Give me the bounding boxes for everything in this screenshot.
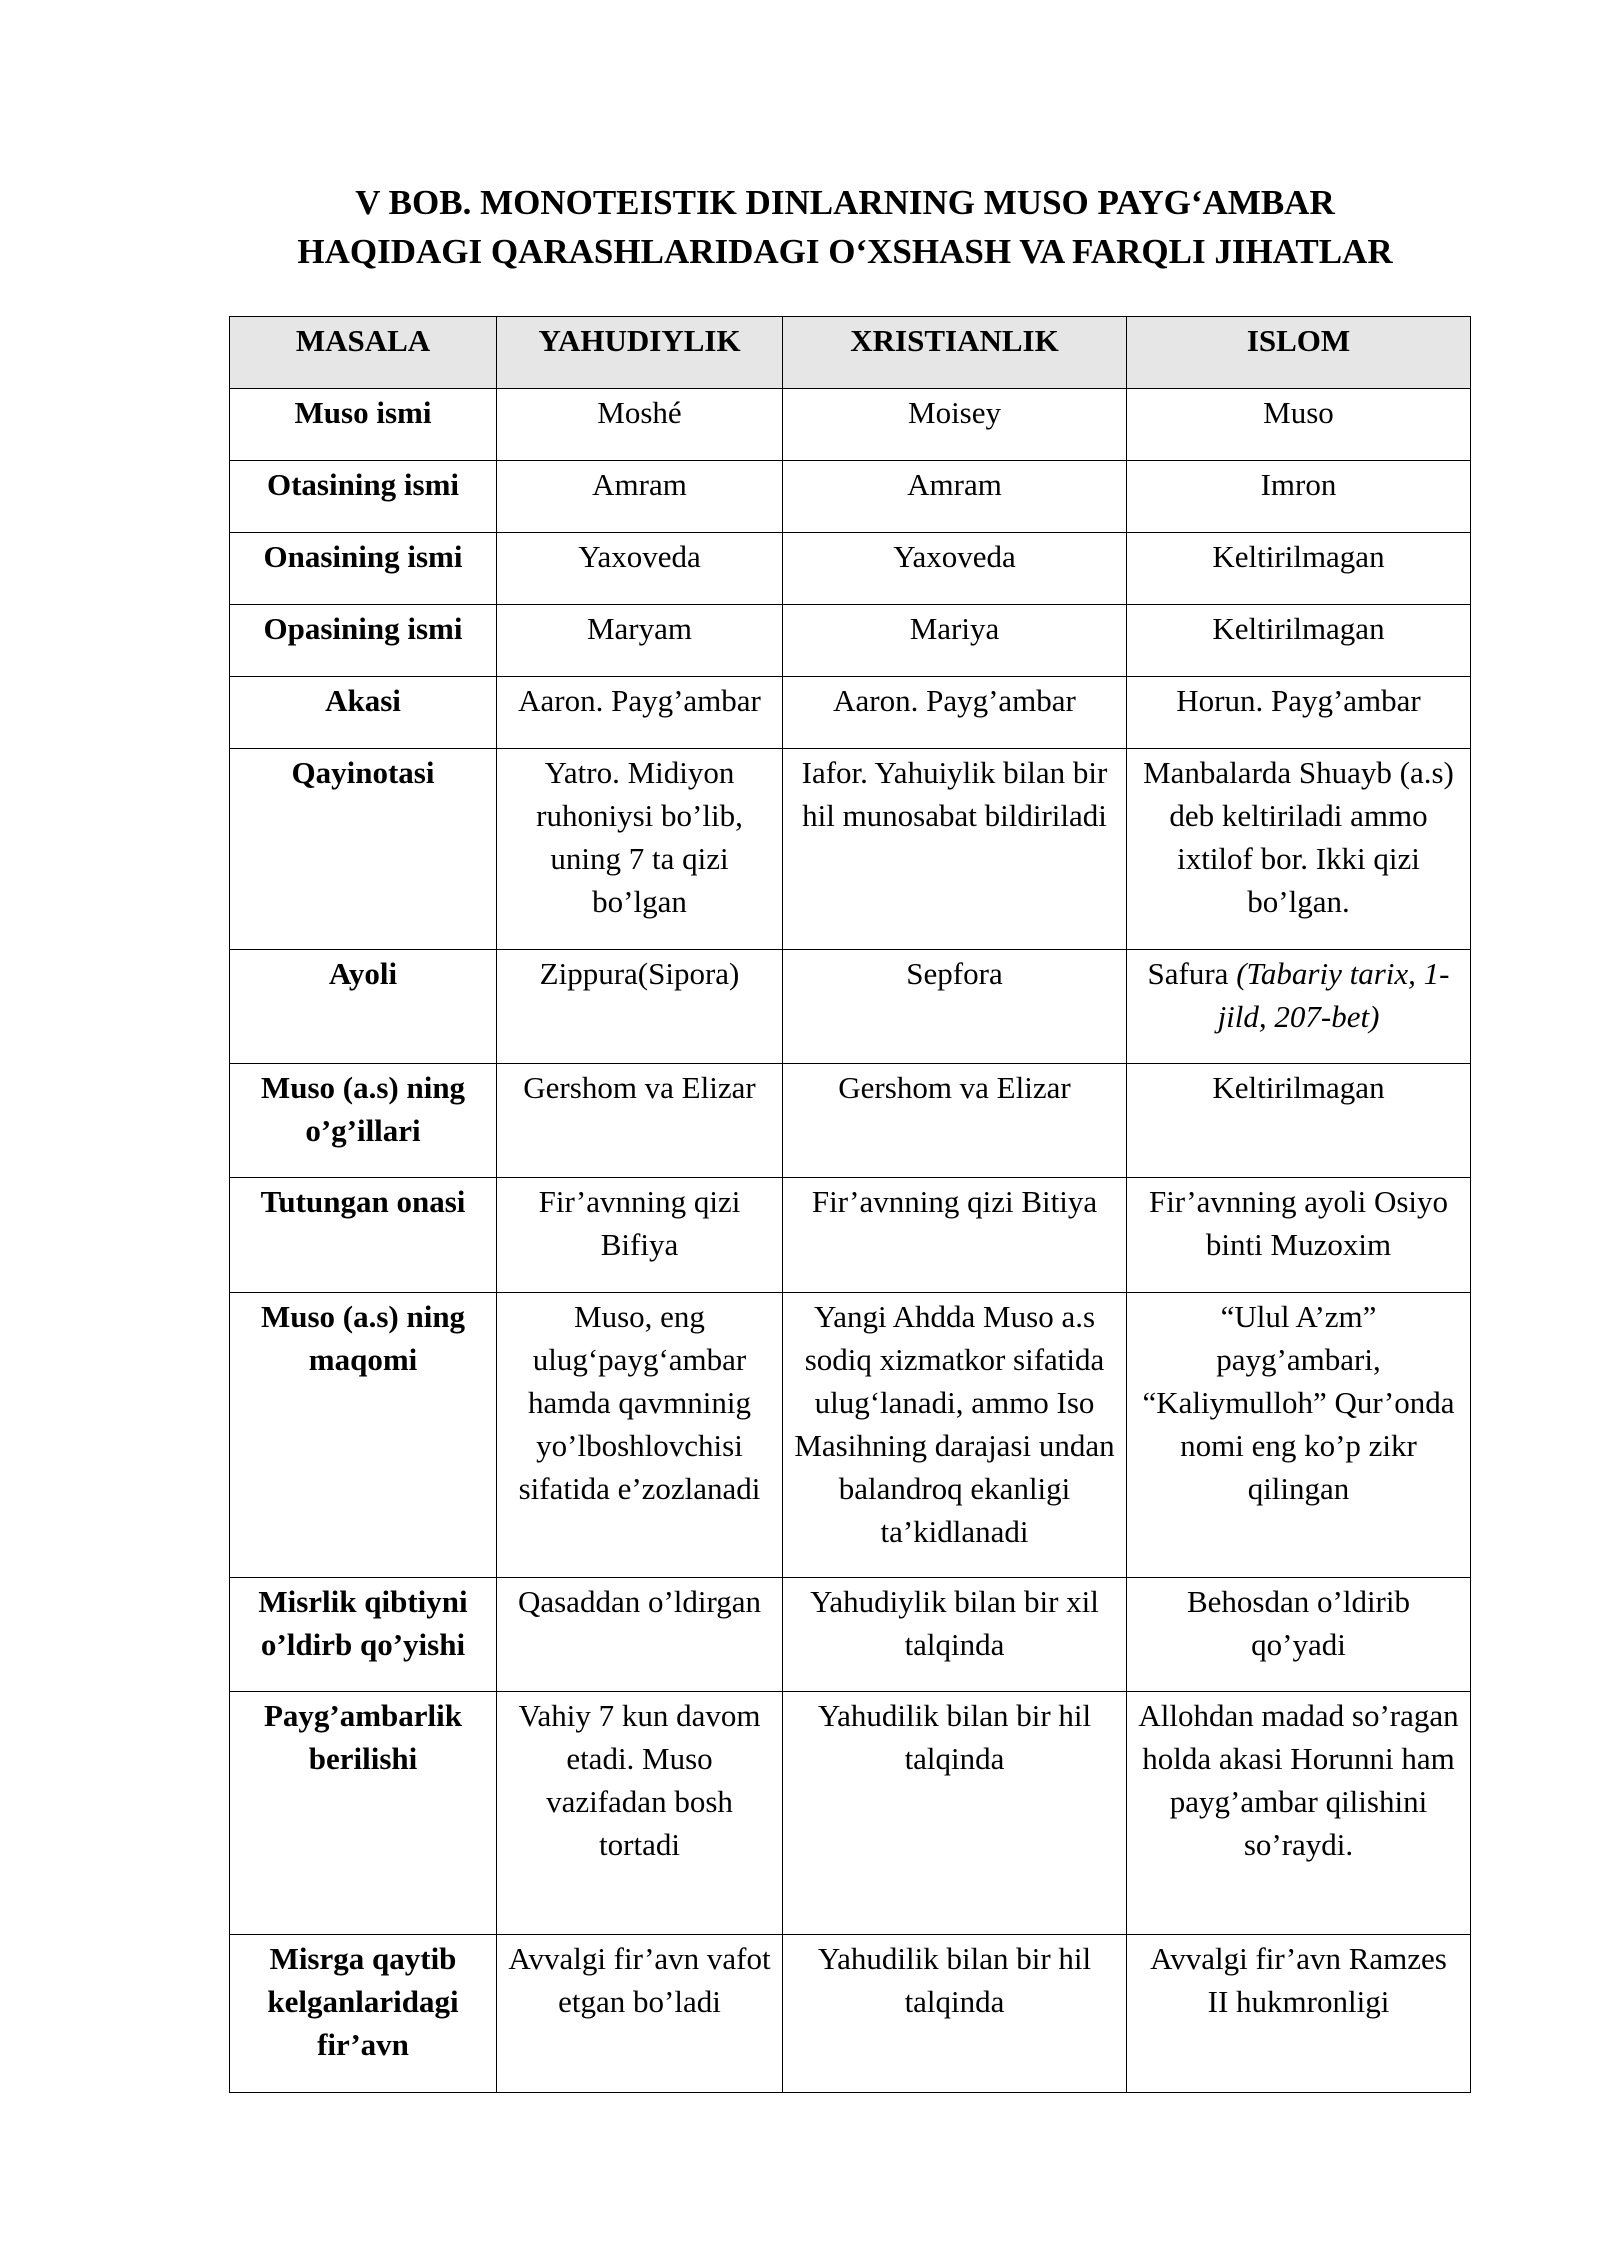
cell-xristianlik: Iafor. Yahuiylik bilan bir hil munosabat bildiriladi [783,749,1127,950]
table-row [230,389,1471,461]
table-row [230,533,1471,605]
cell-xristianlik: Aaron. Payg’ambar [783,677,1127,749]
cell-xristianlik: Moisey [783,389,1127,461]
table-row [230,1064,1471,1178]
header-xristianlik: XRISTIANLIK [783,317,1127,389]
cell-yahudiylik: Aaron. Payg’ambar [497,677,783,749]
page-title [230,178,1460,276]
table-row [230,461,1471,533]
row-label: Misrlik qibtiyni o’ldirb qo’yishi [230,1578,497,1692]
cell-yahudiylik: Moshé [497,389,783,461]
header-masala: MASALA [230,317,497,389]
cell-xristianlik: Yangi Ahdda Muso a.s sodiq xizmatkor sifatida ulug‘lanadi, ammo Iso Masihning darajasi undan balandroq ekanligi ta’kidlanadi [783,1293,1127,1578]
cell-islom: Keltirilmagan [1127,533,1471,605]
cell-islom: Muso [1127,389,1471,461]
row-label: Muso ismi [230,389,497,461]
cell-islom: Avvalgi fir’avn Ramzes II hukmronligi [1127,1935,1471,2093]
table-row [230,950,1471,1064]
comparison-table [229,316,1471,2093]
row-label: Payg’ambarlik berilishi [230,1692,497,1935]
cell-xristianlik: Yahudiylik bilan bir xil talqinda [783,1578,1127,1692]
header-islom: ISLOM [1127,317,1471,389]
cell-islom: Keltirilmagan [1127,1064,1471,1178]
cell-islom: Horun. Payg’ambar [1127,677,1471,749]
title-line-1: V BOB. MONOTEISTIK DINLARNING MUSO PAYG‘AMBAR [355,183,1335,222]
cell-yahudiylik: Qasaddan o’ldirgan [497,1578,783,1692]
table-header-row [230,317,1471,389]
cell-xristianlik: Sepfora [783,950,1127,1064]
header-yahudiylik: YAHUDIYLIK [497,317,783,389]
cell-islom: Allohdan madad so’ragan holda akasi Horunni ham payg’ambar qilishini so’raydi. [1127,1692,1471,1935]
table-row [230,1578,1471,1692]
cell-islom: Imron [1127,461,1471,533]
row-label: Otasining ismi [230,461,497,533]
row-label: Misrga qaytib kelganlaridagi fir’avn [230,1935,497,2093]
cell-yahudiylik: Yaxoveda [497,533,783,605]
cell-yahudiylik: Gershom va Elizar [497,1064,783,1178]
cell-islom: Keltirilmagan [1127,605,1471,677]
cell-yahudiylik: Amram [497,461,783,533]
cell-xristianlik: Amram [783,461,1127,533]
title-line-2: HAQIDAGI QARASHLARIDAGI O‘XSHASH VA FARQLI JIHATLAR [297,232,1393,271]
cell-yahudiylik: Yatro. Midiyon ruhoniysi bo’lib, uning 7 ta qizi bo’lgan [497,749,783,950]
row-label: Akasi [230,677,497,749]
cell-islom: “Ulul A’zm” payg’ambari, “Kaliymulloh” Qur’onda nomi eng ko’p zikr qilingan [1127,1293,1471,1578]
cell-yahudiylik: Muso, eng ulug‘payg‘ambar hamda qavmninig yo’lboshlovchisi sifatida e’zozlanadi [497,1293,783,1578]
row-label: Opasining ismi [230,605,497,677]
cell-xristianlik: Yahudilik bilan bir hil talqinda [783,1692,1127,1935]
cell-islom [1127,950,1471,1064]
table-row [230,1692,1471,1935]
table-row [230,605,1471,677]
table-row [230,749,1471,950]
cell-xristianlik: Fir’avnning qizi Bitiya [783,1178,1127,1293]
table-row [230,1935,1471,2093]
table-row [230,677,1471,749]
cell-xristianlik: Mariya [783,605,1127,677]
row-label: Muso (a.s) ning o’g’illari [230,1064,497,1178]
row-label: Ayoli [230,950,497,1064]
table-row [230,1178,1471,1293]
cell-islom: Behosdan o’ldirib qo’yadi [1127,1578,1471,1692]
cell-xristianlik: Yahudilik bilan bir hil talqinda [783,1935,1127,2093]
cell-xristianlik: Yaxoveda [783,533,1127,605]
row-label: Muso (a.s) ning maqomi [230,1293,497,1578]
cell-islom: Manbalarda Shuayb (a.s) deb keltiriladi ammo ixtilof bor. Ikki qizi bo’lgan. [1127,749,1471,950]
cell-islom-citation: (Tabariy tarix, 1-jild, 207-bet) [1217,956,1450,1034]
cell-yahudiylik: Vahiy 7 kun davom etadi. Muso vazifadan bosh tortadi [497,1692,783,1935]
row-label: Onasining ismi [230,533,497,605]
cell-yahudiylik: Zippura(Sipora) [497,950,783,1064]
cell-yahudiylik: Avvalgi fir’avn vafot etgan bo’ladi [497,1935,783,2093]
cell-yahudiylik: Fir’avnning qizi Bifiya [497,1178,783,1293]
row-label: Tutungan onasi [230,1178,497,1293]
cell-xristianlik: Gershom va Elizar [783,1064,1127,1178]
cell-islom: Fir’avnning ayoli Osiyo binti Muzoxim [1127,1178,1471,1293]
table-row [230,1293,1471,1578]
row-label: Qayinotasi [230,749,497,950]
cell-yahudiylik: Maryam [497,605,783,677]
cell-islom-text: Safura [1147,956,1237,991]
